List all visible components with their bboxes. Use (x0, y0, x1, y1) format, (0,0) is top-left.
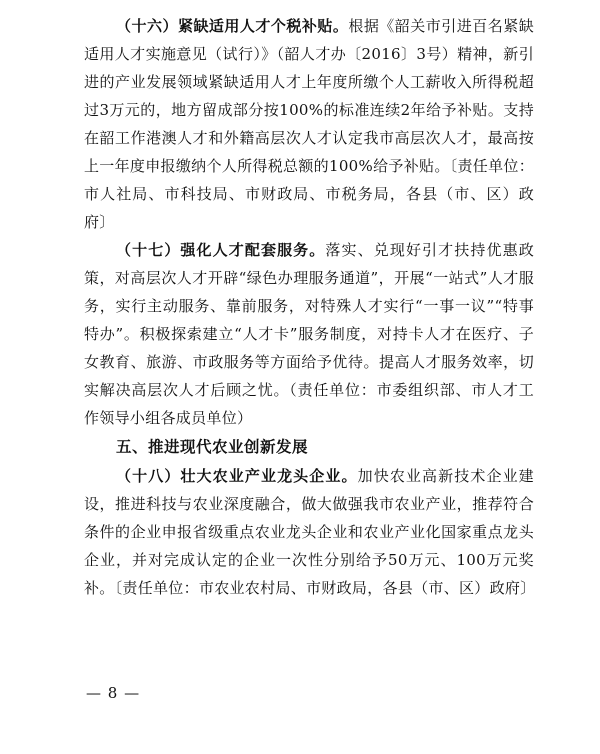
paragraph-16-title: （十六）紧缺适用人才个税补贴。 (116, 17, 349, 35)
paragraph-16 (84, 12, 534, 236)
paragraph-18-title: （十八）壮大农业产业龙头企业。 (116, 467, 358, 485)
document-page (84, 12, 534, 602)
paragraph-17 (84, 236, 534, 432)
paragraph-18 (84, 462, 534, 602)
paragraph-17-title: （十七）强化人才配套服务。 (116, 241, 326, 259)
paragraph-18-body: 加快农业高新技术企业建设，推进科技与农业深度融合，做大做强我市农业产业，推荐符合条件的企业申报省级重点农业龙头企业和农业产业化国家重点龙头企业，并对完成认定的企业一次性分别给予50万元、100万元奖补。〔责任单位：市农业农村局、市财政局，各县（市、区）政府〕 (84, 467, 536, 597)
paragraph-16-body: 根据《韶关市引进百名紧缺适用人才实施意见（试行）》（韶人才办〔2016〕3号）精神，新引进的产业发展领域紧缺适用人才上年度所缴个人工薪收入所得税超过3万元的，地方留成部分按100%的标准连续2年给予补贴。支持在韶工作港澳人才和外籍高层次人才认定我市高层次人才，最高按上一年度申报缴纳个人所得税总额的100%给予补贴。〔责任单位：市人社局、市科技局、市财政局、市税务局，各县（市、区）政府〕 (84, 17, 534, 231)
paragraph-17-body: 落实、兑现好引才扶持优惠政策，对高层次人才开辟“绿色办理服务通道”，开展“一站式”人才服务，实行主动服务、靠前服务，对特殊人才实行“一事一议”“特事特办”。积极探索建立“人才卡”服务制度，对持卡人才在医疗、子女教育、旅游、市政服务等方面给予优待。提高人才服务效率，切实解决高层次人才后顾之忧。（责任单位：市委组织部、市人才工作领导小组各成员单位） (84, 241, 534, 427)
section-heading-5: 五、推进现代农业创新发展 (116, 438, 309, 456)
page-number: — 8 — (86, 684, 141, 702)
